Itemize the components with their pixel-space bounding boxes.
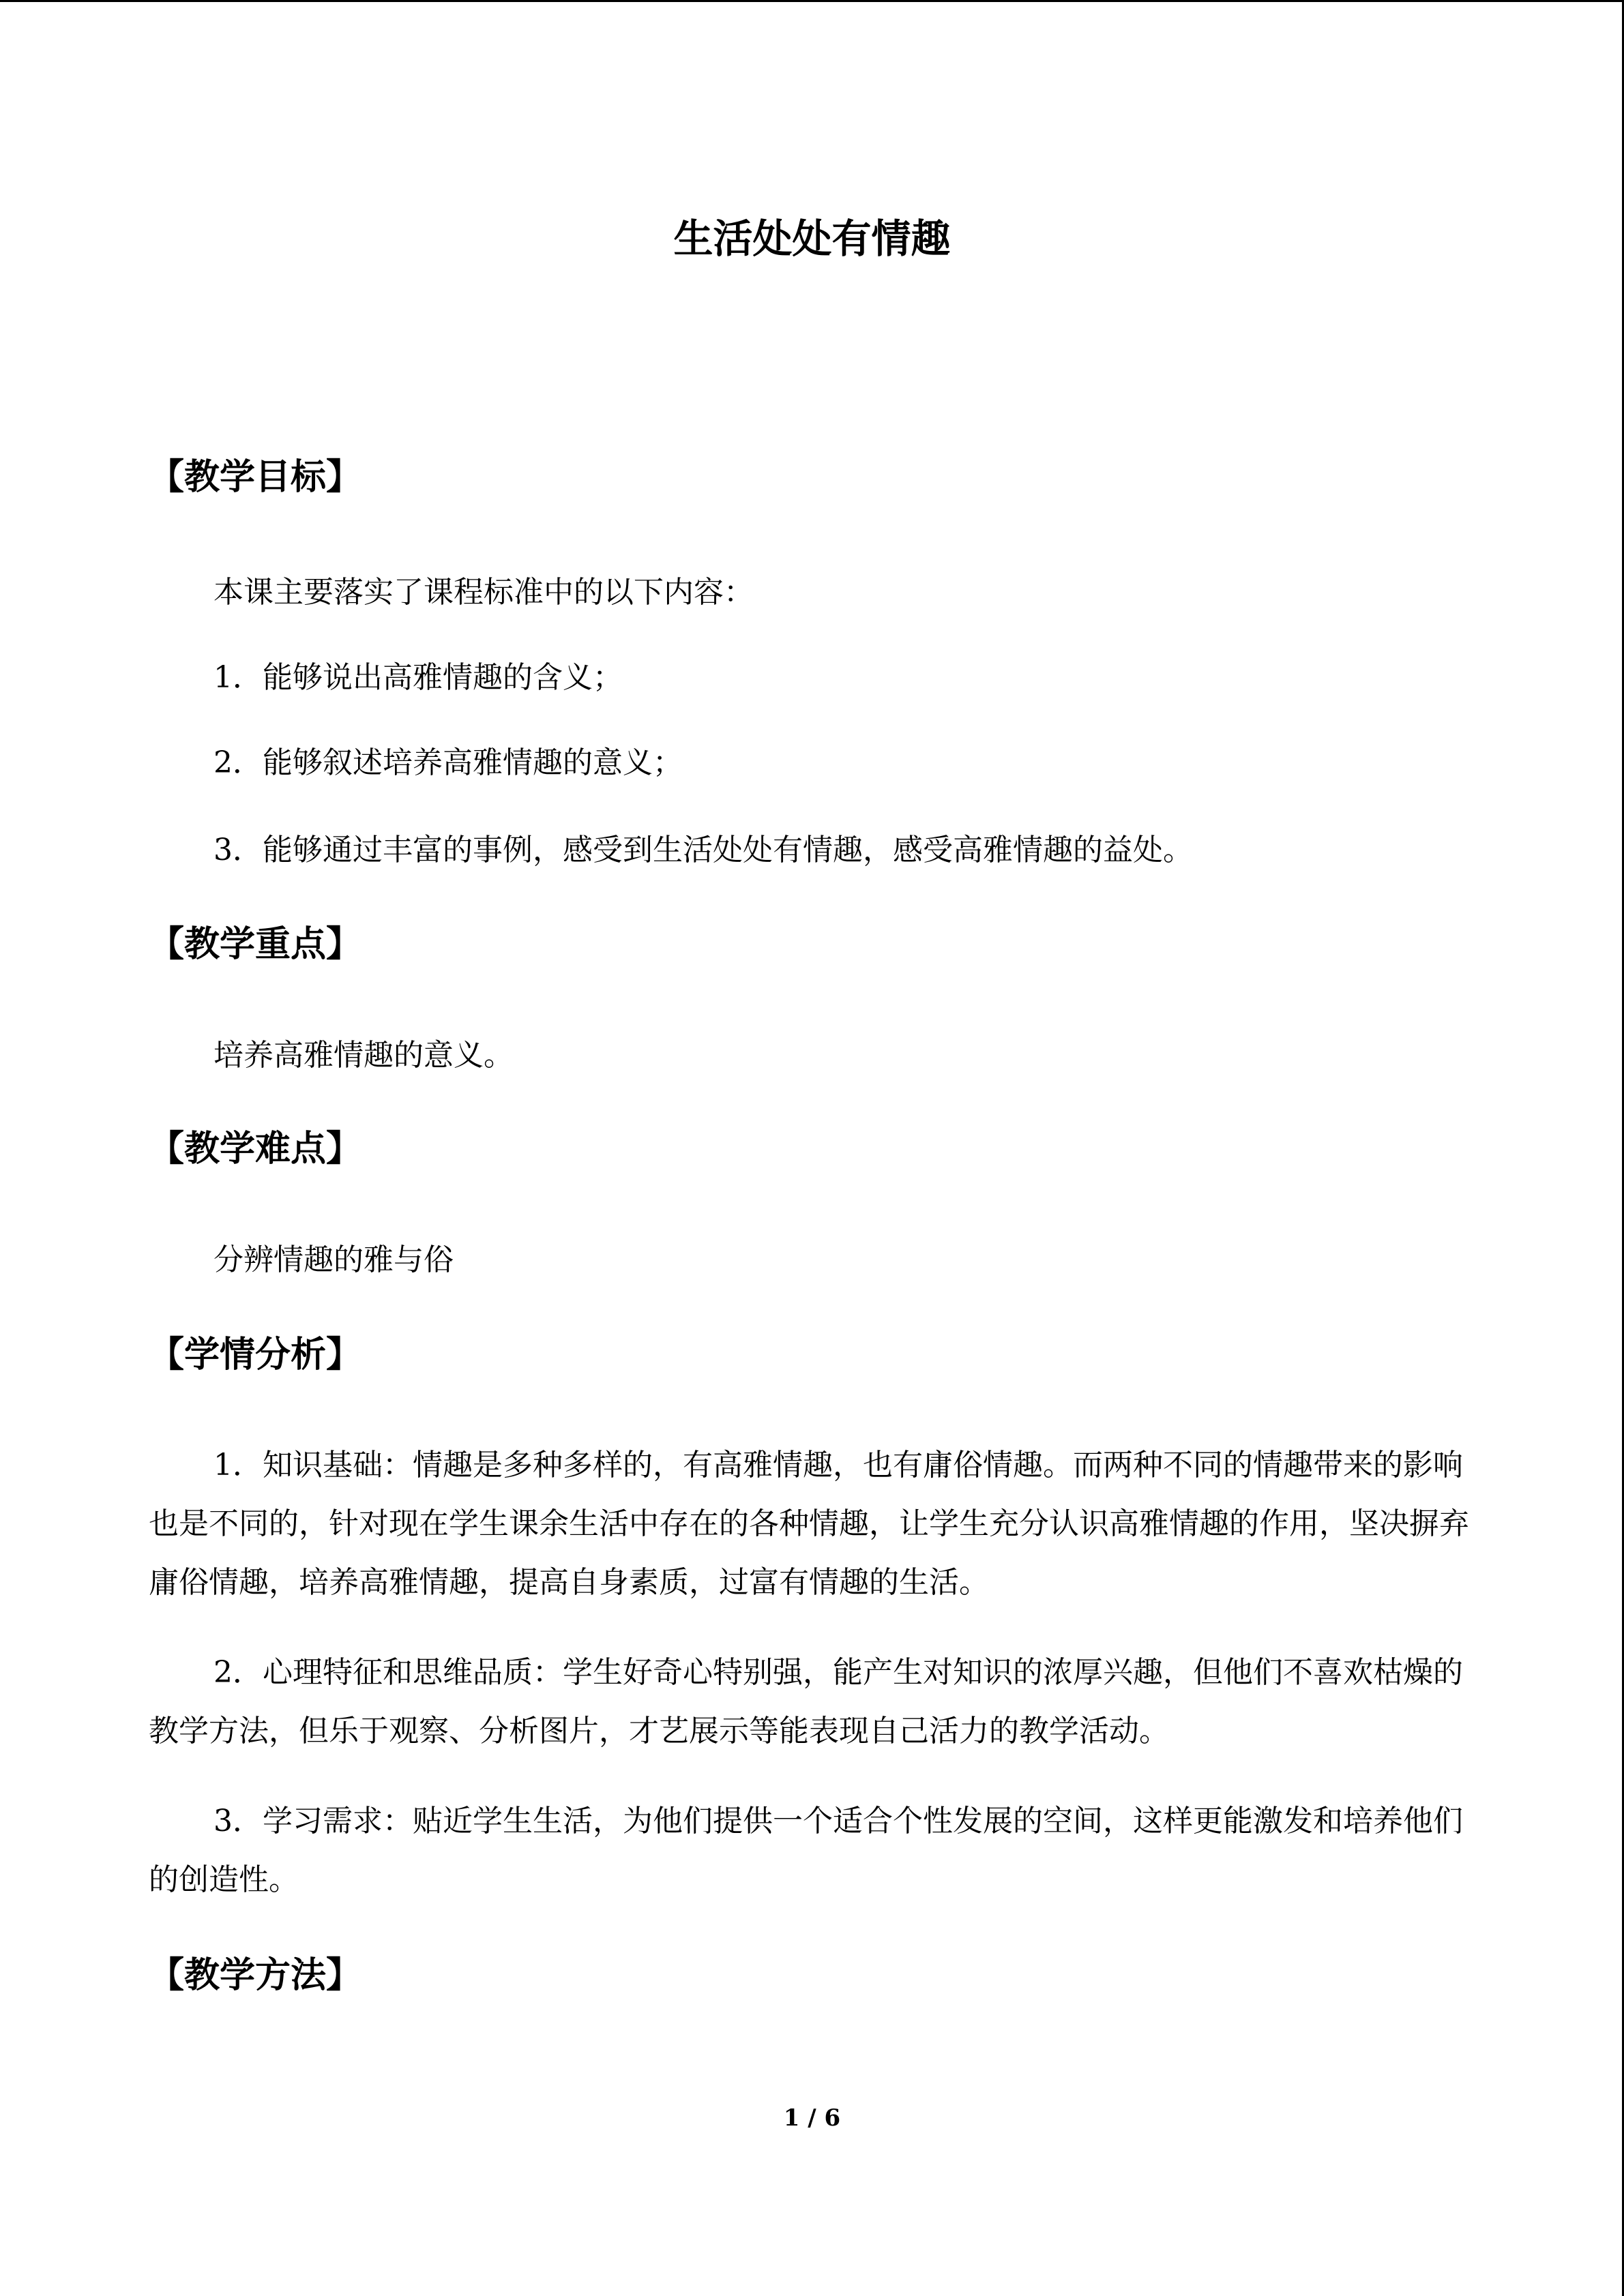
paragraph: 分辨情趣的雅与俗: [213, 1242, 454, 1277]
paragraph: 2．心理特征和思维品质：学生好奇心特别强，能产生对知识的浓厚兴趣，但他们不喜欢枯燥的教学方法，但乐于观察、分析图片，才艺展示等能表现自己活力的教学活动。: [149, 1655, 1463, 1748]
list-item: 2．能够叙述培养高雅情趣的意义；: [213, 745, 683, 780]
document-title: 生活处处有情趣: [673, 215, 951, 262]
page-indicator: 1 / 6: [783, 2104, 841, 2132]
paragraph: 本课主要落实了课程标准中的以下内容：: [213, 575, 754, 610]
section-heading-difficult-points: 【教学难点】: [149, 1128, 362, 1169]
paragraph: 1．知识基础：情趣是多种多样的，有高雅情趣，也有庸俗情趣。而两种不同的情趣带来的影响也是不同的，针对现在学生课余生活中存在的各种情趣，让学生充分认识高雅情趣的作用，坚决摒弃庸俗情趣，培养高雅情趣，提高自身素质，过富有情趣的生活。: [149, 1448, 1469, 1600]
list-item: 1．能够说出高雅情趣的含义；: [213, 660, 623, 695]
section-heading-key-points: 【教学重点】: [149, 923, 362, 965]
list-item: 3．能够通过丰富的事例，感受到生活处处有情趣，感受高雅情趣的益处。: [213, 833, 1193, 867]
section-heading-teaching-goals: 【教学目标】: [149, 456, 362, 498]
section-heading-teaching-methods: 【教学方法】: [149, 1954, 362, 1996]
page-border-top: [0, 0, 1624, 2]
section-heading-student-analysis: 【学情分析】: [149, 1334, 362, 1375]
paragraph: 培养高雅情趣的意义。: [213, 1038, 514, 1073]
paragraph: 3．学习需求：贴近学生生活，为他们提供一个适合个性发展的空间，这样更能激发和培养他们的创造性。: [149, 1804, 1463, 1897]
